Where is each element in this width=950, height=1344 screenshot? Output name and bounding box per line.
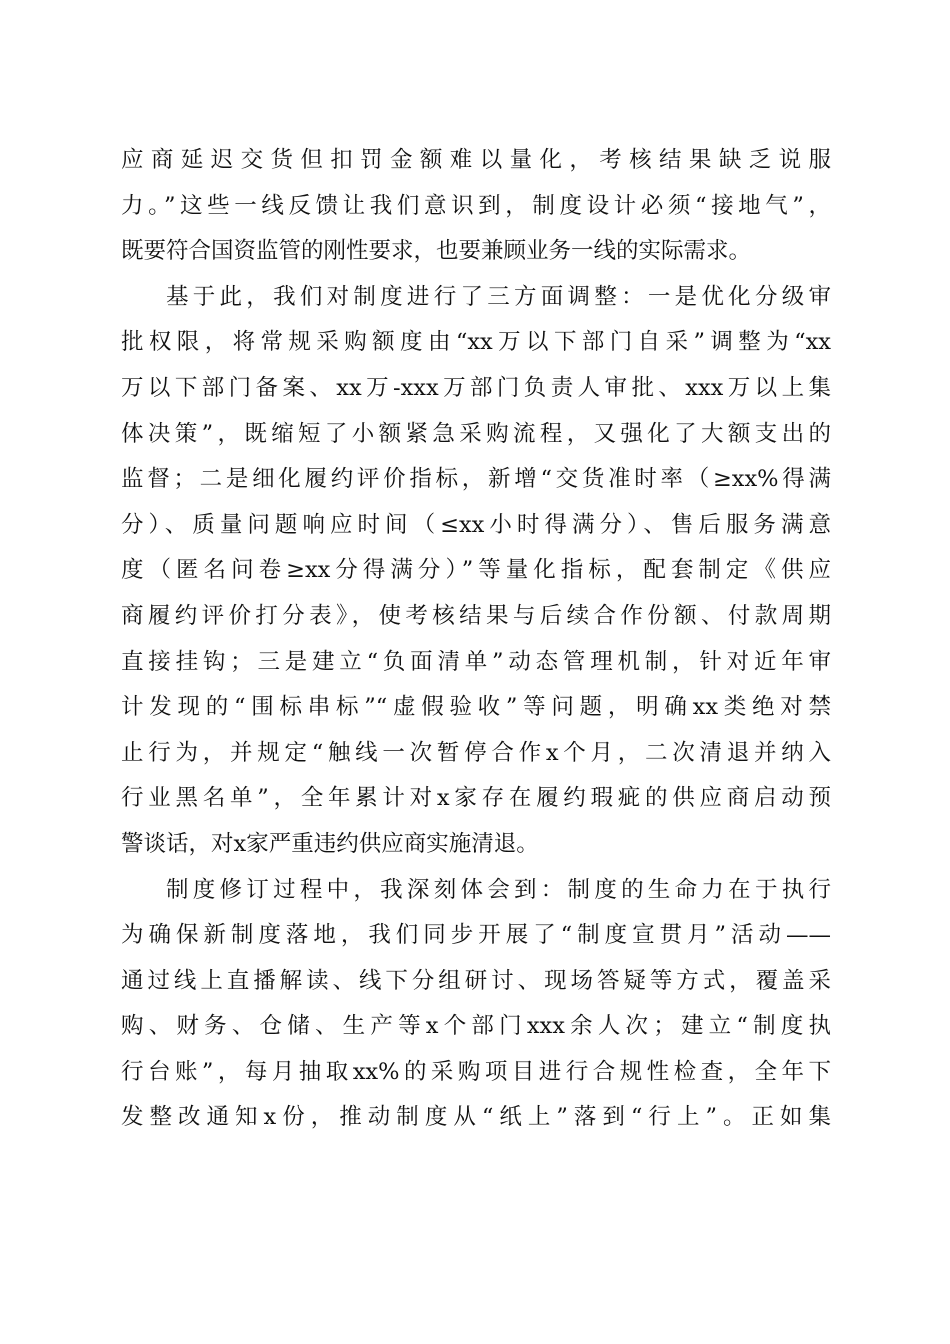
text-line: 万以下部门备案、xx万-xxx万部门负责人审批、xxx万以上集: [121, 374, 831, 401]
text-line: 通过线上直播解读、线下分组研讨、现场答疑等方式，覆盖采: [121, 967, 831, 994]
paragraph-last-line: 警谈话，对x家严重违约供应商实施清退。: [121, 830, 539, 857]
text-line: 度（匿名问卷≥xx分得满分）”等量化指标，配套制定《供应: [121, 557, 831, 584]
text-line: 批权限，将常规采购额度由“xx万以下部门自采”调整为“xx: [121, 329, 831, 356]
text-line: 既要符合国资监管的刚性要求，也要兼顾业务一线的实际需求。: [121, 238, 752, 265]
paragraph-first-line: 基于此，我们对制度进行了三方面调整：一是优化分级审: [166, 283, 831, 310]
text-line: 商履约评价打分表》，使考核结果与后续合作份额、付款周期: [121, 602, 831, 629]
body-text: [121, 138, 831, 1141]
text-line: 止行为，并规定“触线一次暂停合作x个月，二次清退并纳入: [121, 739, 831, 766]
text-line: 行业黑名单”，全年累计对x家存在履约瑕疵的供应商启动预: [121, 785, 831, 812]
paragraph-first-line: 制度修订过程中，我深刻体会到：制度的生命力在于执行: [166, 876, 831, 903]
text-line: 分）、质量问题响应时间（≤xx小时得满分）、售后服务满意: [121, 511, 831, 538]
text-line: 计发现的“围标串标”“虚假验收”等问题，明确xx类绝对禁: [121, 694, 831, 721]
text-line: 力。”这些一线反馈让我们意识到，制度设计必须“接地气”，: [121, 192, 831, 219]
text-line: 发整改通知x份，推动制度从“纸上”落到“行上”。正如集: [121, 1104, 831, 1131]
text-line: 行台账”，每月抽取xx%的采购项目进行合规性检查，全年下: [121, 1058, 831, 1085]
text-line: 监督；二是细化履约评价指标，新增“交货准时率（≥xx%得满: [121, 466, 831, 493]
text-line: 购、财务、仓储、生产等x个部门xxx余人次；建立“制度执: [121, 1013, 831, 1040]
text-line: 直接挂钩；三是建立“负面清单”动态管理机制，针对近年审: [121, 648, 831, 675]
text-line: 为确保新制度落地，我们同步开展了“制度宣贯月”活动——: [121, 922, 831, 949]
text-line: 体决策”，既缩短了小额紧急采购流程，又强化了大额支出的: [121, 420, 831, 447]
text-line: 应商延迟交货但扣罚金额难以量化，考核结果缺乏说服: [121, 147, 831, 173]
